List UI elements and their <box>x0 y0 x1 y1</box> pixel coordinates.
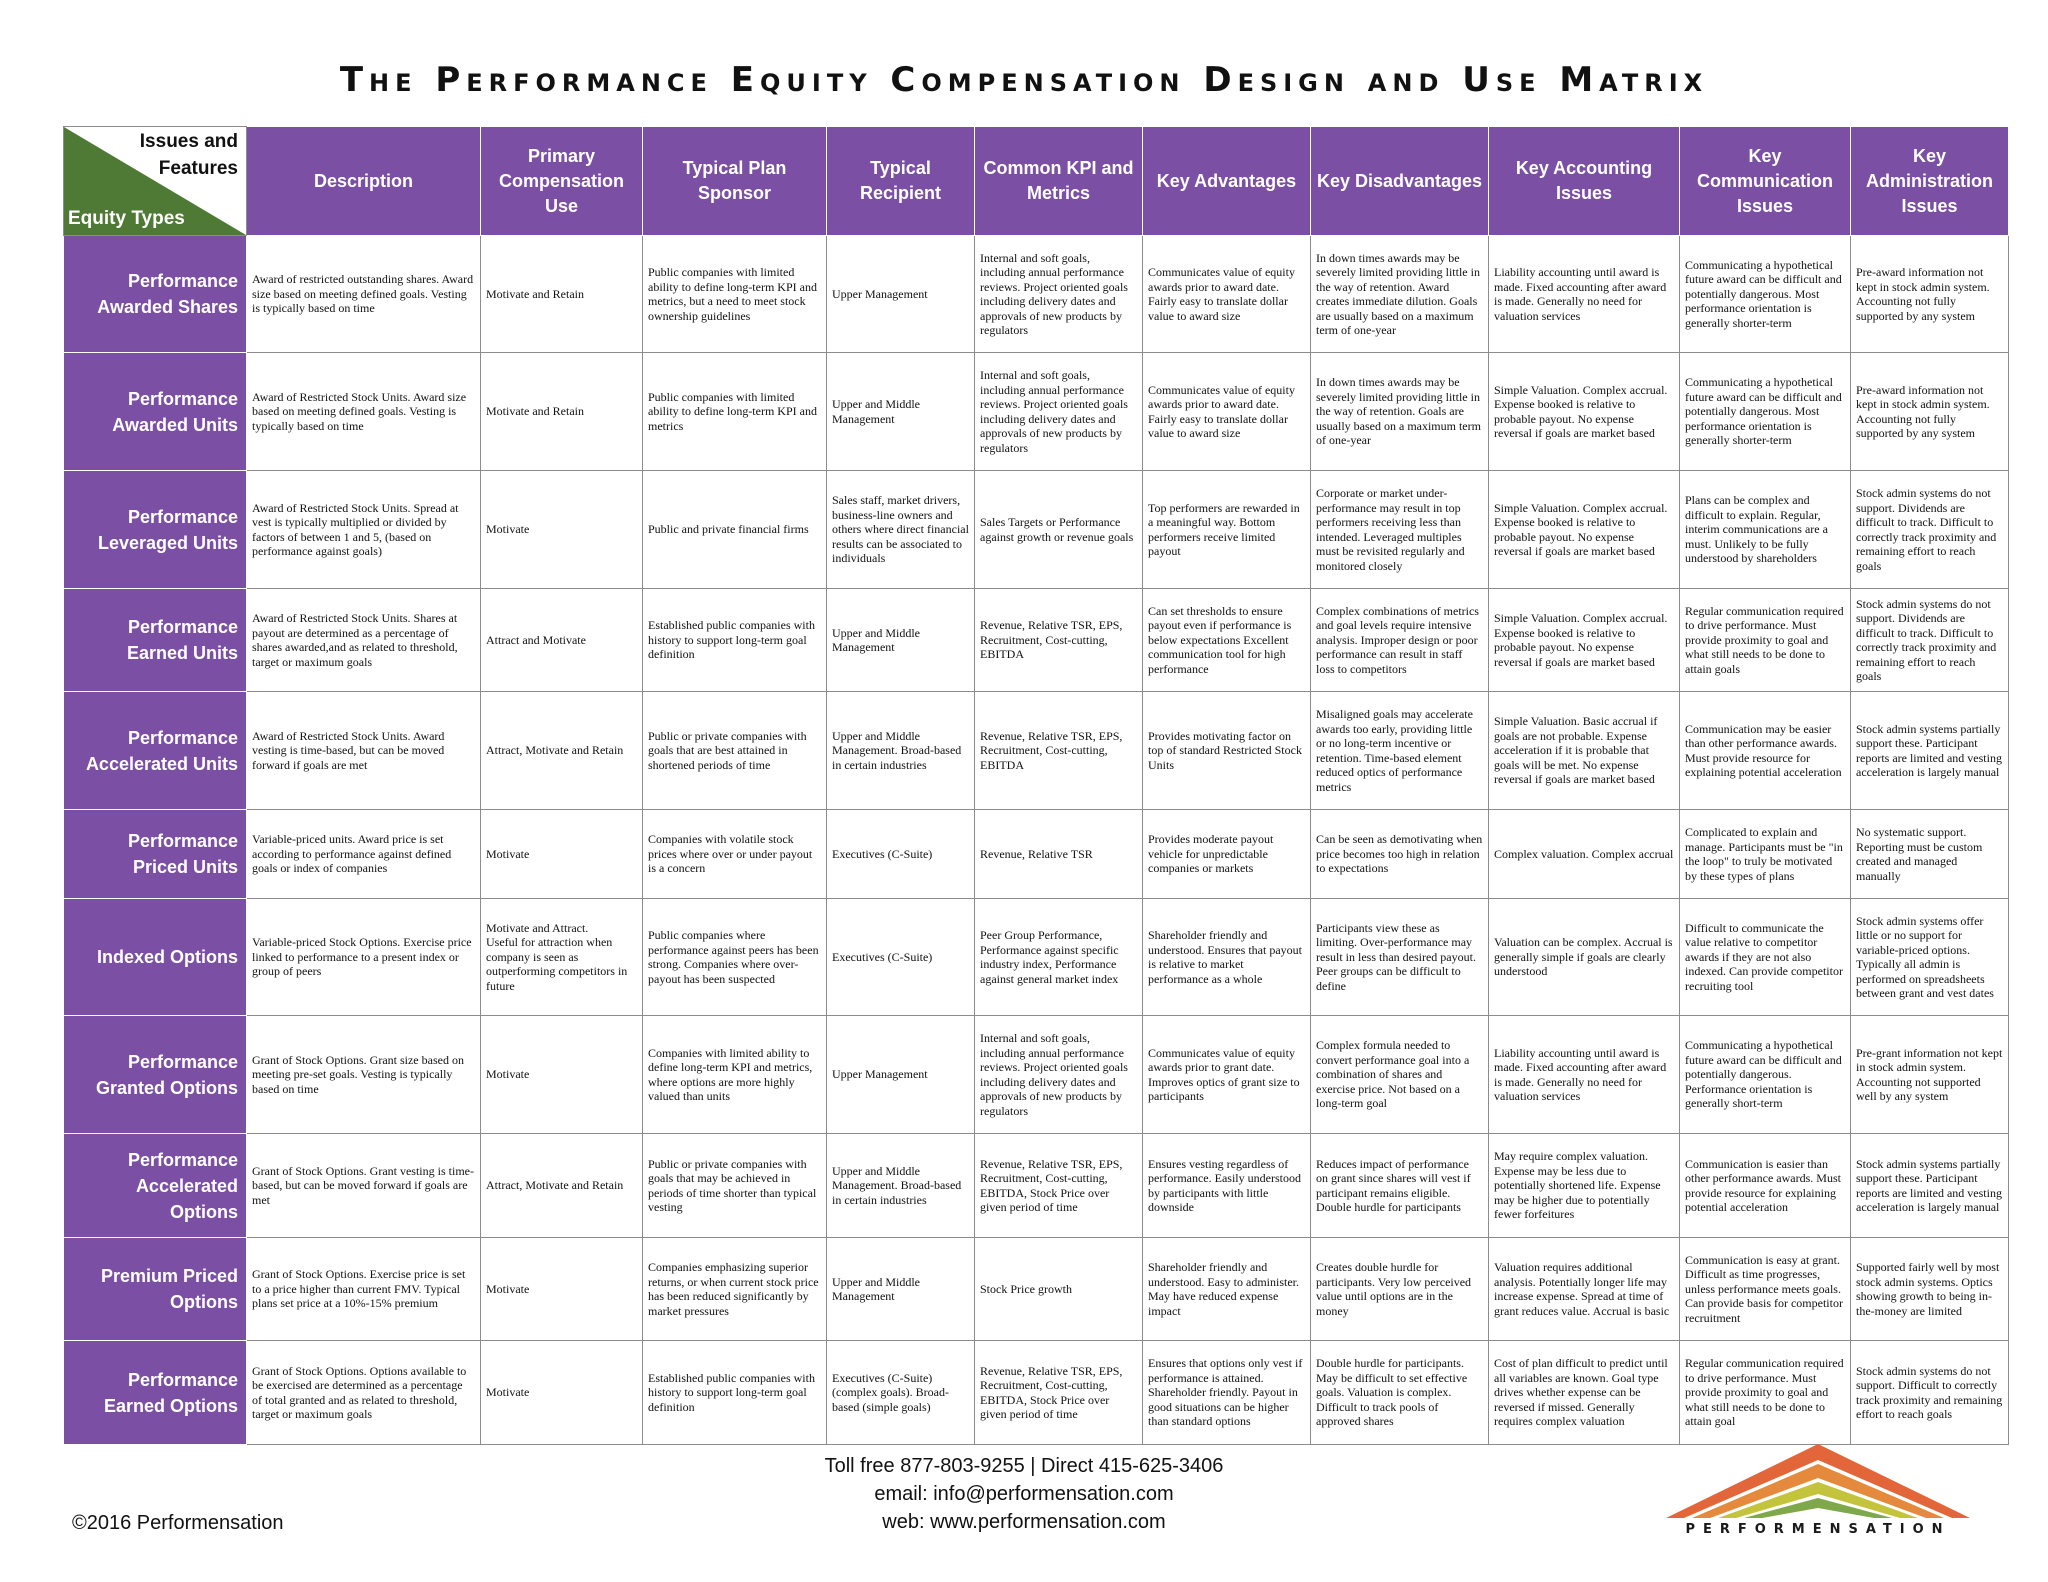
contact-email[interactable]: email: info@performensation.com <box>874 1483 1174 1505</box>
cell-primary-compensation-use: Motivate <box>481 1016 643 1134</box>
cell-key-advantages: Top performers are rewarded in a meaningful way. Bottom performers receive limited payout <box>1143 471 1311 589</box>
column-header-typical-recipient: Typical Recipient <box>827 127 975 236</box>
corner-issues-label: Issues and Features <box>139 131 238 179</box>
cell-key-communication-issues: Communication is easy at grant. Difficult as time progresses, unless performance meets goals. Can provide basis for competitor recruitment <box>1680 1238 1851 1341</box>
cell-key-accounting-issues: Simple Valuation. Complex accrual. Expense booked is relative to probable payout. No expense reversal if goals are market based <box>1489 353 1680 471</box>
cell-common-kpi-and-metrics: Revenue, Relative TSR, EPS, Recruitment, Cost-cutting, EBITDA <box>975 589 1143 692</box>
cell-key-communication-issues: Difficult to communicate the value relative to competitor awards if they are not also indexed. Can provide competitor recruiting tool <box>1680 899 1851 1016</box>
table-row <box>64 1341 2009 1445</box>
cell-key-communication-issues: Communicating a hypothetical future award can be difficult and potentially dangerous. Most performance orientation is generally shorter-term <box>1680 353 1851 471</box>
cell-primary-compensation-use: Attract and Motivate <box>481 589 643 692</box>
cell-typical-plan-sponsor: Public or private companies with goals that are best attained in shortened periods of time <box>643 692 827 810</box>
cell-key-disadvantages: Double hurdle for participants. May be difficult to set effective goals. Valuation is complex. Difficult to track pools of approved shares <box>1311 1341 1489 1445</box>
cell-key-accounting-issues: Simple Valuation. Complex accrual. Expense booked is relative to probable payout. No expense reversal if goals are market based <box>1489 471 1680 589</box>
column-header-key-disadvantages: Key Disadvantages <box>1311 127 1489 236</box>
table-row <box>64 353 2009 471</box>
cell-key-accounting-issues: Liability accounting until award is made. Fixed accounting after award is made. Generally no need for valuation services <box>1489 236 1680 353</box>
cell-key-accounting-issues: Complex valuation. Complex accrual <box>1489 810 1680 899</box>
cell-primary-compensation-use: Motivate <box>481 471 643 589</box>
cell-common-kpi-and-metrics: Revenue, Relative TSR, EPS, Recruitment, Cost-cutting, EBITDA, Stock Price over given period of time <box>975 1341 1143 1445</box>
cell-description: Grant of Stock Options. Exercise price is set to a price higher than current FMV. Typical plans set price at a 10%-15% premium <box>247 1238 481 1341</box>
cell-description: Award of Restricted Stock Units. Award vesting is time-based, but can be moved forward if goals are met <box>247 692 481 810</box>
cell-common-kpi-and-metrics: Revenue, Relative TSR, EPS, Recruitment, Cost-cutting, EBITDA <box>975 692 1143 810</box>
table-row <box>64 589 2009 692</box>
row-header-indexed-options: Indexed Options <box>64 899 247 1016</box>
column-header-common-kpi-and-metrics: Common KPI and Metrics <box>975 127 1143 236</box>
cell-key-administration-issues: No systematic support. Reporting must be custom created and managed manually <box>1851 810 2009 899</box>
cell-key-disadvantages: Can be seen as demotivating when price becomes too high in relation to expectations <box>1311 810 1489 899</box>
cell-key-administration-issues: Stock admin systems partially support these. Participant reports are limited and vesting acceleration is largely manual <box>1851 692 2009 810</box>
row-header-performance-leveraged-units: Performance Leveraged Units <box>64 471 247 589</box>
cell-description: Award of Restricted Stock Units. Award size based on meeting defined goals. Vesting is typically based on time <box>247 353 481 471</box>
cell-common-kpi-and-metrics: Internal and soft goals, including annual performance reviews. Project oriented goals including delivery dates and approvals of new products by regulators <box>975 1016 1143 1134</box>
cell-primary-compensation-use: Motivate <box>481 810 643 899</box>
cell-description: Grant of Stock Options. Options available to be exercised are determined as a percentage of total granted and as related to threshold, target or maximum goals <box>247 1341 481 1445</box>
cell-key-accounting-issues: Simple Valuation. Basic accrual if goals are not probable. Expense acceleration if it is probable that goals will be met. No expense reversal if goals are market based <box>1489 692 1680 810</box>
contact-phone: Toll free 877-803-9255 | Direct 415-625-3406 <box>824 1455 1224 1477</box>
cell-key-administration-issues: Pre-grant information not kept in stock admin system. Accounting not supported well by any system <box>1851 1016 2009 1134</box>
corner-equity-types-label: Equity Types <box>68 208 185 229</box>
cell-primary-compensation-use: Motivate and Attract. Useful for attraction when company is seen as outperforming competitors in future <box>481 899 643 1016</box>
table-row <box>64 692 2009 810</box>
table-row <box>64 899 2009 1016</box>
cell-typical-recipient: Executives (C-Suite) <box>827 810 975 899</box>
cell-common-kpi-and-metrics: Stock Price growth <box>975 1238 1143 1341</box>
cell-key-advantages: Shareholder friendly and understood. Ensures that payout is relative to market performance as a whole <box>1143 899 1311 1016</box>
cell-typical-plan-sponsor: Public companies with limited ability to define long-term KPI and metrics <box>643 353 827 471</box>
cell-common-kpi-and-metrics: Revenue, Relative TSR, EPS, Recruitment, Cost-cutting, EBITDA, Stock Price over given period of time <box>975 1134 1143 1238</box>
logo-text: PERFORMENSATION <box>1685 1522 1951 1537</box>
cell-typical-recipient: Upper and Middle Management <box>827 353 975 471</box>
cell-key-disadvantages: Corporate or market under-performance may result in top performers receiving less than intended. Leveraged multiples must be revisited regularly and monitored closely <box>1311 471 1489 589</box>
cell-key-communication-issues: Regular communication required to drive performance. Must provide proximity to goal and what still needs to be done to attain goals <box>1680 589 1851 692</box>
row-header-performance-granted-options: Performance Granted Options <box>64 1016 247 1134</box>
corner-cell <box>64 127 247 236</box>
cell-typical-plan-sponsor: Companies with limited ability to define long-term KPI and metrics, where options are more highly valued than units <box>643 1016 827 1134</box>
cell-key-advantages: Ensures vesting regardless of performance. Easily understood by participants with little downside <box>1143 1134 1311 1238</box>
cell-typical-plan-sponsor: Public companies with limited ability to define long-term KPI and metrics, but a need to meet stock ownership guidelines <box>643 236 827 353</box>
table-row <box>64 1238 2009 1341</box>
cell-key-advantages: Provides motivating factor on top of standard Restricted Stock Units <box>1143 692 1311 810</box>
cell-key-administration-issues: Stock admin systems partially support these. Participant reports are limited and vesting acceleration is largely manual <box>1851 1134 2009 1238</box>
cell-typical-plan-sponsor: Established public companies with history to support long-term goal definition <box>643 1341 827 1445</box>
cell-primary-compensation-use: Motivate and Retain <box>481 353 643 471</box>
table-row <box>64 236 2009 353</box>
cell-typical-recipient: Upper and Middle Management. Broad-based in certain industries <box>827 692 975 810</box>
compensation-matrix <box>63 126 2009 1445</box>
cell-typical-recipient: Executives (C-Suite) <box>827 899 975 1016</box>
cell-primary-compensation-use: Motivate and Retain <box>481 236 643 353</box>
row-header-premium-priced-options: Premium Priced Options <box>64 1238 247 1341</box>
cell-key-accounting-issues: May require complex valuation. Expense may be less due to potentially shortened life. Expense may be higher due to potentially fewer forfeitures <box>1489 1134 1680 1238</box>
cell-key-administration-issues: Supported fairly well by most stock admin systems. Optics showing growth to being in-the-money are limited <box>1851 1238 2009 1341</box>
cell-common-kpi-and-metrics: Internal and soft goals, including annual performance reviews. Project oriented goals including delivery dates and approvals of new products by regulators <box>975 236 1143 353</box>
cell-key-disadvantages: Creates double hurdle for participants. Very low perceived value until options are in the money <box>1311 1238 1489 1341</box>
cell-key-advantages: Ensures that options only vest if performance is attained. Shareholder friendly. Payout in good situations can be higher than standard options <box>1143 1341 1311 1445</box>
cell-key-administration-issues: Pre-award information not kept in stock admin system. Accounting not fully supported by any system <box>1851 236 2009 353</box>
cell-key-advantages: Provides moderate payout vehicle for unpredictable companies or markets <box>1143 810 1311 899</box>
cell-description: Grant of Stock Options. Grant vesting is time-based, but can be moved forward if goals are met <box>247 1134 481 1238</box>
cell-primary-compensation-use: Motivate <box>481 1341 643 1445</box>
cell-typical-recipient: Sales staff, market drivers, business-line owners and others where direct financial results can be associated to individuals <box>827 471 975 589</box>
table-row <box>64 1134 2009 1238</box>
performensation-logo <box>1662 1438 1974 1548</box>
cell-key-communication-issues: Communication is easier than other performance awards. Must provide resource for explaining potential acceleration <box>1680 1134 1851 1238</box>
cell-key-administration-issues: Pre-award information not kept in stock admin system. Accounting not fully supported by any system <box>1851 353 2009 471</box>
cell-key-communication-issues: Complicated to explain and manage. Participants must be "in the loop" to truly be motivated by these types of plans <box>1680 810 1851 899</box>
cell-key-communication-issues: Communicating a hypothetical future award can be difficult and potentially dangerous. Most performance orientation is generally shorter-term <box>1680 236 1851 353</box>
cell-key-communication-issues: Plans can be complex and difficult to explain. Regular, interim communications are a must. Unlikely to be fully understood by shareholders <box>1680 471 1851 589</box>
cell-typical-plan-sponsor: Public companies where performance against peers has been strong. Companies where over-payout has been suspected <box>643 899 827 1016</box>
table-row <box>64 471 2009 589</box>
cell-typical-recipient: Upper and Middle Management. Broad-based in certain industries <box>827 1134 975 1238</box>
row-header-performance-awarded-shares: Performance Awarded Shares <box>64 236 247 353</box>
cell-primary-compensation-use: Attract, Motivate and Retain <box>481 1134 643 1238</box>
page-title: The Performance Equity Compensation Design and Use Matrix <box>339 60 1709 100</box>
cell-key-advantages: Communicates value of equity awards prior to grant date. Improves optics of grant size to participants <box>1143 1016 1311 1134</box>
contact-web[interactable]: web: www.performensation.com <box>882 1511 1166 1533</box>
cell-primary-compensation-use: Attract, Motivate and Retain <box>481 692 643 810</box>
cell-key-disadvantages: In down times awards may be severely limited providing little in the way of retention. Award creates immediate dilution. Goals are usually based on a maximum term of one-year <box>1311 236 1489 353</box>
cell-key-advantages: Shareholder friendly and understood. Easy to administer. May have reduced expense impact <box>1143 1238 1311 1341</box>
cell-key-administration-issues: Stock admin systems do not support. Difficult to correctly track proximity and remaining effort to reach goals <box>1851 1341 2009 1445</box>
cell-key-disadvantages: Complex combinations of metrics and goal levels require intensive analysis. Improper design or poor performance can result in staff loss to competitors <box>1311 589 1489 692</box>
cell-key-communication-issues: Regular communication required to drive performance. Must provide proximity to goal and what still needs to be done to attain goal <box>1680 1341 1851 1445</box>
table-row <box>64 810 2009 899</box>
cell-key-disadvantages: Reduces impact of performance on grant since shares will vest if participant remains eligible. Double hurdle for participants <box>1311 1134 1489 1238</box>
cell-typical-recipient: Upper Management <box>827 236 975 353</box>
column-header-key-accounting-issues: Key Accounting Issues <box>1489 127 1680 236</box>
cell-key-accounting-issues: Valuation can be complex. Accrual is generally simple if goals are clearly understood <box>1489 899 1680 1016</box>
cell-description: Award of restricted outstanding shares. Award size based on meeting defined goals. Vesting is typically based on time <box>247 236 481 353</box>
cell-typical-plan-sponsor: Public or private companies with goals that may be achieved in periods of time shorter than typical vesting <box>643 1134 827 1238</box>
cell-key-administration-issues: Stock admin systems offer little or no support for variable-priced options. Typically all admin is performed on spreadsheets between grant and vest dates <box>1851 899 2009 1016</box>
cell-key-administration-issues: Stock admin systems do not support. Dividends are difficult to track. Difficult to correctly track proximity and remaining effort to reach goals <box>1851 471 2009 589</box>
cell-description: Variable-priced Stock Options. Exercise price linked to performance to a present index or group of peers <box>247 899 481 1016</box>
row-header-performance-awarded-units: Performance Awarded Units <box>64 353 247 471</box>
cell-common-kpi-and-metrics: Sales Targets or Performance against growth or revenue goals <box>975 471 1143 589</box>
cell-common-kpi-and-metrics: Peer Group Performance, Performance against specific industry index, Performance against general market index <box>975 899 1143 1016</box>
cell-key-disadvantages: In down times awards may be severely limited providing little in the way of retention. Goals are usually based on a maximum term of one-year <box>1311 353 1489 471</box>
cell-primary-compensation-use: Motivate <box>481 1238 643 1341</box>
cell-typical-plan-sponsor: Companies with volatile stock prices where over or under payout is a concern <box>643 810 827 899</box>
cell-key-disadvantages: Complex formula needed to convert performance goal into a combination of shares and exercise price. Not based on a long-term goal <box>1311 1016 1489 1134</box>
cell-key-disadvantages: Misaligned goals may accelerate awards too early, providing little or no long-term incentive or retention. Time-based element reduced optics of performance metrics <box>1311 692 1489 810</box>
matrix-body <box>64 236 2009 1445</box>
cell-key-accounting-issues: Cost of plan difficult to predict until all variables are known. Goal type drives whether expense can be reversed if missed. Generally requires complex valuation <box>1489 1341 1680 1445</box>
column-header-typical-plan-sponsor: Typical Plan Sponsor <box>643 127 827 236</box>
cell-key-disadvantages: Participants view these as limiting. Over-performance may result in less than desired payout. Peer groups can be difficult to define <box>1311 899 1489 1016</box>
cell-key-advantages: Can set thresholds to ensure payout even if performance is below expectations Excellent communication tool for high performance <box>1143 589 1311 692</box>
header-row <box>64 127 2009 236</box>
row-header-performance-earned-options: Performance Earned Options <box>64 1341 247 1445</box>
cell-key-accounting-issues: Liability accounting until award is made. Fixed accounting after award is made. Generally no need for valuation services <box>1489 1016 1680 1134</box>
cell-typical-recipient: Upper and Middle Management <box>827 589 975 692</box>
cell-typical-recipient: Upper Management <box>827 1016 975 1134</box>
cell-key-communication-issues: Communication may be easier than other performance awards. Must provide resource for explaining potential acceleration <box>1680 692 1851 810</box>
cell-key-accounting-issues: Valuation requires additional analysis. Potentially longer life may increase expense. Spread at time of grant reduces value. Accrual is basic <box>1489 1238 1680 1341</box>
row-header-performance-accelerated-units: Performance Accelerated Units <box>64 692 247 810</box>
cell-key-advantages: Communicates value of equity awards prior to award date. Fairly easy to translate dollar value to award size <box>1143 236 1311 353</box>
cell-typical-plan-sponsor: Public and private financial firms <box>643 471 827 589</box>
cell-description: Award of Restricted Stock Units. Spread at vest is typically multiplied or divided by factors of between 1 and 5, (based on performance against goals) <box>247 471 481 589</box>
column-header-key-administration-issues: Key Administration Issues <box>1851 127 2009 236</box>
cell-common-kpi-and-metrics: Revenue, Relative TSR <box>975 810 1143 899</box>
cell-key-communication-issues: Communicating a hypothetical future award can be difficult and potentially dangerous. Performance orientation is generally short-term <box>1680 1016 1851 1134</box>
cell-key-administration-issues: Stock admin systems do not support. Dividends are difficult to track. Difficult to correctly track proximity and remaining effort to reach goals <box>1851 589 2009 692</box>
column-header-key-communication-issues: Key Communication Issues <box>1680 127 1851 236</box>
row-header-performance-priced-units: Performance Priced Units <box>64 810 247 899</box>
cell-typical-recipient: Upper and Middle Management <box>827 1238 975 1341</box>
row-header-performance-accelerated-options: Performance Accelerated Options <box>64 1134 247 1238</box>
row-header-performance-earned-units: Performance Earned Units <box>64 589 247 692</box>
cell-typical-plan-sponsor: Established public companies with history to support long-term goal definition <box>643 589 827 692</box>
cell-key-advantages: Communicates value of equity awards prior to award date. Fairly easy to translate dollar value to award size <box>1143 353 1311 471</box>
cell-common-kpi-and-metrics: Internal and soft goals, including annual performance reviews. Project oriented goals including delivery dates and approvals of new products by regulators <box>975 353 1143 471</box>
column-header-key-advantages: Key Advantages <box>1143 127 1311 236</box>
cell-description: Award of Restricted Stock Units. Shares at payout are determined as a percentage of shares awarded,and as related to threshold, target or maximum goals <box>247 589 481 692</box>
cell-key-accounting-issues: Simple Valuation. Complex accrual. Expense booked is relative to probable payout. No expense reversal if goals are market based <box>1489 589 1680 692</box>
table-row <box>64 1016 2009 1134</box>
cell-description: Variable-priced units. Award price is set according to performance against defined goals or index of companies <box>247 810 481 899</box>
cell-description: Grant of Stock Options. Grant size based on meeting pre-set goals. Vesting is typically based on time <box>247 1016 481 1134</box>
logo-roof-icon <box>1662 1438 1974 1520</box>
cell-typical-plan-sponsor: Companies emphasizing superior returns, or when current stock price has been reduced significantly by market pressures <box>643 1238 827 1341</box>
copyright: ©2016 Performensation <box>72 1512 284 1534</box>
column-header-description: Description <box>247 127 481 236</box>
column-header-primary-compensation-use: Primary Compensation Use <box>481 127 643 236</box>
cell-typical-recipient: Executives (C-Suite) (complex goals). Broad-based (simple goals) <box>827 1341 975 1445</box>
